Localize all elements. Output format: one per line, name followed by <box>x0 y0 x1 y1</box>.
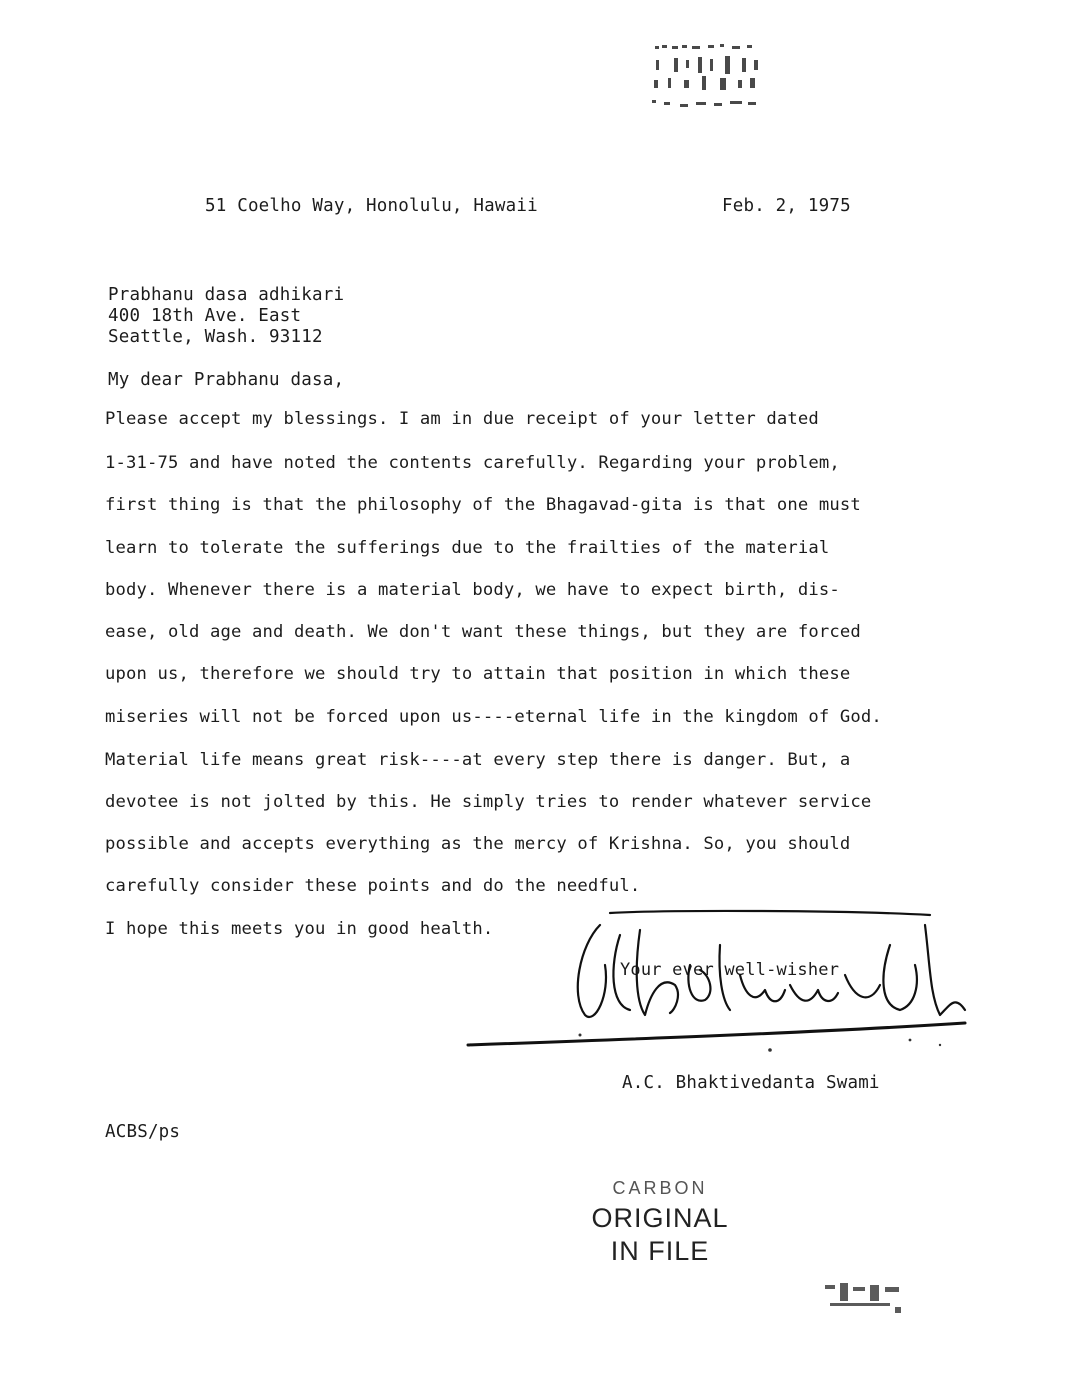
body-line: Material life means great risk----at every step there is danger. But, a <box>105 750 851 770</box>
body-line: upon us, therefore we should try to attain that position in which these <box>105 664 851 684</box>
recipient-street: 400 18th Ave. East <box>108 306 302 326</box>
closing-line: I hope this meets you in good health. <box>105 919 494 939</box>
handwritten-signature <box>460 905 980 1075</box>
stamp-line-in-file: IN FILE <box>610 1236 710 1266</box>
body-line: carefully consider these points and do the needful. <box>105 876 641 896</box>
stamp-line-original: ORIGINAL <box>591 1203 729 1233</box>
recipient-city: Seattle, Wash. 93112 <box>108 327 323 347</box>
body-line: ease, old age and death. We don't want these things, but they are forced <box>105 622 861 642</box>
sender-address: 51 Coelho Way, Honolulu, Hawaii <box>205 196 538 216</box>
reference-initials: ACBS/ps <box>105 1122 181 1142</box>
letter-date: Feb. 2, 1975 <box>722 196 851 216</box>
body-line: possible and accepts everything as the mercy of Krishna. So, you should <box>105 834 851 854</box>
carbon-stamp <box>560 1178 760 1267</box>
salutation: My dear Prabhanu dasa, <box>108 370 345 390</box>
valediction: Your ever well-wisher <box>620 960 840 980</box>
body-line: Please accept my blessings. I am in due receipt of your letter dated <box>105 409 819 429</box>
body-line: first thing is that the philosophy of the Bhagavad-gita is that one must <box>105 495 861 515</box>
body-line: devotee is not jolted by this. He simply tries to render whatever service <box>105 792 872 812</box>
file-stamp-mark <box>650 40 765 115</box>
recipient-name: Prabhanu dasa adhikari <box>108 285 345 305</box>
stamp-line-carbon: CARBON <box>612 1178 708 1198</box>
signatory-name: A.C. Bhaktivedanta Swami <box>622 1073 880 1093</box>
body-line: learn to tolerate the sufferings due to the frailties of the material <box>105 538 830 558</box>
body-line: body. Whenever there is a material body, we have to expect birth, dis- <box>105 580 840 600</box>
archive-number-mark <box>815 1275 910 1320</box>
body-line: 1-31-75 and have noted the contents carefully. Regarding your problem, <box>105 453 840 473</box>
body-line: miseries will not be forced upon us----eternal life in the kingdom of God. <box>105 707 882 727</box>
